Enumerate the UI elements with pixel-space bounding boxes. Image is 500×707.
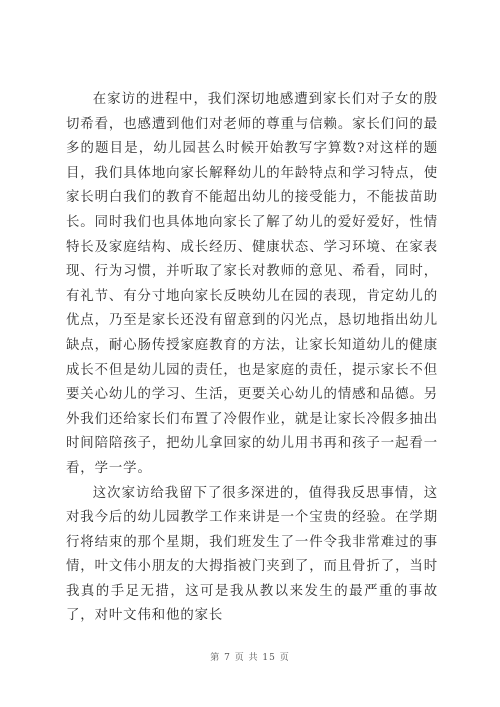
body-text [66,88,438,629]
paragraph-1: 在家访的进程中，我们深切地感遭到家长们对子女的殷切希看，也感遭到他们对老师的尊重与信赖。家长们问的最多的题目是，幼儿园甚么时候开始教写字算数?对这样的题目，我们具体地向家长解释幼儿的年龄特点和学习特点，使家长明白我们的教育不能超出幼儿的接受能力，不能拔苗助长。同时我们也具体地向家长了解了幼儿的爱好爱好，性情特长及家庭结构、成长经历、健康状态、学习环境、在家表现、行为习惯，并听取了家长对教师的意见、希看，同时，有礼节、有分寸地向家长反映幼儿在园的表现，肯定幼儿的优点，乃至是家长还没有留意到的闪光点，恳切地指出幼儿缺点，耐心肠传授家庭教育的方法，让家长知道幼儿的健康成长不但是幼儿园的责任，也是家庭的责任，提示家长不但要关心幼儿的学习、生活，更要关心幼儿的情感和品德。另外我们还给家长们布置了冷假作业，就是让家长冷假多抽出时间陪陪孩子，把幼儿拿回家的幼儿用书再和孩子一起看一看，学一学。 [66,92,438,476]
paragraph-2: 这次家访给我留下了很多深进的，值得我反思事情，这对我今后的幼儿园教学工作来讲是一个宝贵的经验。在学期行将结束的那个星期，我们班发生了一件令我非常难过的事情，叶文伟小朋友的大拇指被门夹到了，而且骨折了，当时我真的手足无措，这可是我从教以来发生的最严重的事故了，对叶文伟和他的家长 [66,485,438,624]
page-number-footer: 第 7 页 共 15 页 [210,653,290,663]
